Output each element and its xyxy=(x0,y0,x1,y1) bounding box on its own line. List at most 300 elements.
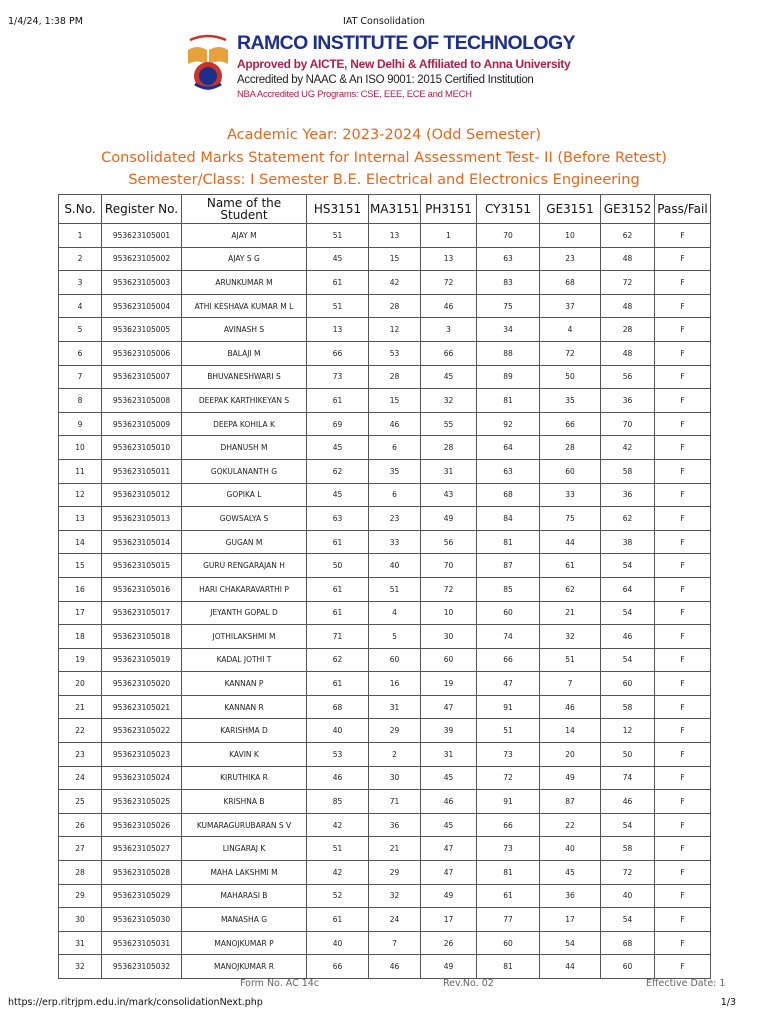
cell-ma3151: 12 xyxy=(369,318,421,342)
cell-hs3151: 66 xyxy=(307,955,369,979)
cell-ge3152: 40 xyxy=(601,884,655,908)
cell-sno: 13 xyxy=(59,507,102,531)
cell-ph3151: 43 xyxy=(421,483,477,507)
cell-ma3151: 7 xyxy=(369,931,421,955)
cell-sno: 20 xyxy=(59,672,102,696)
table-row xyxy=(59,884,711,908)
cell-ge3152: 74 xyxy=(601,766,655,790)
cell-ge3152: 42 xyxy=(601,436,655,460)
cell-pass-fail: F xyxy=(655,318,711,342)
cell-ma3151: 40 xyxy=(369,554,421,578)
cell-student-name: MANOJKUMAR P xyxy=(182,931,307,955)
cell-register-no: 953623105016 xyxy=(102,577,182,601)
cell-ge3151: 33 xyxy=(540,483,601,507)
cell-cy3151: 88 xyxy=(477,341,540,365)
cell-ph3151: 49 xyxy=(421,507,477,531)
cell-hs3151: 61 xyxy=(307,530,369,554)
cell-ma3151: 42 xyxy=(369,271,421,295)
cell-ph3151: 10 xyxy=(421,601,477,625)
cell-register-no: 953623105008 xyxy=(102,389,182,413)
page-url: https://erp.ritrjpm.edu.in/mark/consolidationNext.php xyxy=(8,997,263,1008)
cell-cy3151: 34 xyxy=(477,318,540,342)
table-row xyxy=(59,389,711,413)
table-row xyxy=(59,648,711,672)
cell-ge3151: 54 xyxy=(540,931,601,955)
column-header-ge3152: GE3152 xyxy=(601,195,655,224)
table-row xyxy=(59,577,711,601)
table-row xyxy=(59,813,711,837)
cell-ph3151: 17 xyxy=(421,908,477,932)
table-row xyxy=(59,483,711,507)
cell-ma3151: 16 xyxy=(369,672,421,696)
cell-student-name: KAVIN K xyxy=(182,743,307,767)
cell-ge3151: 45 xyxy=(540,861,601,885)
cell-register-no: 953623105004 xyxy=(102,294,182,318)
table-row xyxy=(59,743,711,767)
cell-ge3151: 7 xyxy=(540,672,601,696)
cell-ph3151: 31 xyxy=(421,459,477,483)
cell-ge3152: 58 xyxy=(601,695,655,719)
cell-ge3152: 48 xyxy=(601,294,655,318)
cell-ma3151: 46 xyxy=(369,955,421,979)
cell-pass-fail: F xyxy=(655,389,711,413)
cell-hs3151: 46 xyxy=(307,766,369,790)
cell-register-no: 953623105027 xyxy=(102,837,182,861)
cell-ma3151: 32 xyxy=(369,884,421,908)
cell-pass-fail: F xyxy=(655,813,711,837)
cell-ge3151: 35 xyxy=(540,389,601,413)
cell-ph3151: 49 xyxy=(421,884,477,908)
cell-ge3151: 22 xyxy=(540,813,601,837)
marks-table-header-row xyxy=(59,195,711,224)
cell-ge3151: 37 xyxy=(540,294,601,318)
cell-sno: 26 xyxy=(59,813,102,837)
cell-student-name: JEYANTH GOPAL D xyxy=(182,601,307,625)
cell-ge3151: 87 xyxy=(540,790,601,814)
cell-ge3152: 46 xyxy=(601,790,655,814)
cell-sno: 4 xyxy=(59,294,102,318)
cell-sno: 12 xyxy=(59,483,102,507)
cell-hs3151: 61 xyxy=(307,389,369,413)
cell-sno: 9 xyxy=(59,412,102,436)
cell-cy3151: 63 xyxy=(477,459,540,483)
cell-student-name: KARISHMA D xyxy=(182,719,307,743)
institution-name: RAMCO INSTITUTE OF TECHNOLOGY xyxy=(237,32,575,54)
column-header-ge3151: GE3151 xyxy=(540,195,601,224)
cell-hs3151: 45 xyxy=(307,436,369,460)
cell-ge3152: 72 xyxy=(601,271,655,295)
cell-ph3151: 72 xyxy=(421,577,477,601)
cell-register-no: 953623105010 xyxy=(102,436,182,460)
cell-register-no: 953623105012 xyxy=(102,483,182,507)
cell-hs3151: 61 xyxy=(307,577,369,601)
cell-sno: 2 xyxy=(59,247,102,271)
institution-logo-icon xyxy=(185,34,231,92)
cell-register-no: 953623105007 xyxy=(102,365,182,389)
cell-ma3151: 33 xyxy=(369,530,421,554)
cell-hs3151: 63 xyxy=(307,507,369,531)
cell-cy3151: 77 xyxy=(477,908,540,932)
cell-ge3151: 50 xyxy=(540,365,601,389)
cell-ge3152: 48 xyxy=(601,341,655,365)
marks-table-body xyxy=(59,224,711,979)
cell-student-name: DHANUSH M xyxy=(182,436,307,460)
cell-student-name: GOKULANANTH G xyxy=(182,459,307,483)
cell-ge3151: 61 xyxy=(540,554,601,578)
cell-ge3151: 21 xyxy=(540,601,601,625)
cell-pass-fail: F xyxy=(655,459,711,483)
cell-hs3151: 45 xyxy=(307,483,369,507)
cell-ge3151: 40 xyxy=(540,837,601,861)
cell-cy3151: 70 xyxy=(477,224,540,248)
cell-ph3151: 31 xyxy=(421,743,477,767)
cell-cy3151: 81 xyxy=(477,530,540,554)
cell-sno: 8 xyxy=(59,389,102,413)
cell-ge3151: 46 xyxy=(540,695,601,719)
cell-ph3151: 3 xyxy=(421,318,477,342)
cell-ma3151: 35 xyxy=(369,459,421,483)
form-footer xyxy=(0,978,768,992)
cell-register-no: 953623105019 xyxy=(102,648,182,672)
cell-cy3151: 89 xyxy=(477,365,540,389)
cell-pass-fail: F xyxy=(655,341,711,365)
cell-register-no: 953623105022 xyxy=(102,719,182,743)
cell-pass-fail: F xyxy=(655,861,711,885)
cell-register-no: 953623105005 xyxy=(102,318,182,342)
column-header-ma3151: MA3151 xyxy=(369,195,421,224)
table-row xyxy=(59,837,711,861)
cell-ge3151: 49 xyxy=(540,766,601,790)
cell-student-name: MANASHA G xyxy=(182,908,307,932)
cell-sno: 30 xyxy=(59,908,102,932)
cell-student-name: LINGARAJ K xyxy=(182,837,307,861)
cell-student-name: KRISHNA B xyxy=(182,790,307,814)
table-row xyxy=(59,790,711,814)
cell-register-no: 953623105011 xyxy=(102,459,182,483)
cell-cy3151: 47 xyxy=(477,672,540,696)
cell-ma3151: 6 xyxy=(369,436,421,460)
cell-register-no: 953623105029 xyxy=(102,884,182,908)
print-footer xyxy=(0,997,768,1011)
cell-pass-fail: F xyxy=(655,247,711,271)
cell-pass-fail: F xyxy=(655,224,711,248)
cell-ma3151: 29 xyxy=(369,719,421,743)
cell-register-no: 953623105032 xyxy=(102,955,182,979)
cell-ge3152: 54 xyxy=(601,601,655,625)
statement-heading: Consolidated Marks Statement for Internal Assessment Test- II (Before Retest) xyxy=(101,149,667,166)
cell-hs3151: 51 xyxy=(307,224,369,248)
cell-pass-fail: F xyxy=(655,271,711,295)
cell-hs3151: 52 xyxy=(307,884,369,908)
print-datetime: 1/4/24, 1:38 PM xyxy=(8,16,83,27)
cell-cy3151: 81 xyxy=(477,955,540,979)
cell-pass-fail: F xyxy=(655,365,711,389)
cell-ge3151: 23 xyxy=(540,247,601,271)
cell-register-no: 953623105031 xyxy=(102,931,182,955)
cell-cy3151: 73 xyxy=(477,837,540,861)
cell-ma3151: 6 xyxy=(369,483,421,507)
cell-register-no: 953623105006 xyxy=(102,341,182,365)
cell-ph3151: 66 xyxy=(421,341,477,365)
cell-ph3151: 56 xyxy=(421,530,477,554)
cell-ge3152: 70 xyxy=(601,412,655,436)
cell-ge3152: 68 xyxy=(601,931,655,955)
cell-sno: 1 xyxy=(59,224,102,248)
cell-cy3151: 91 xyxy=(477,695,540,719)
cell-register-no: 953623105020 xyxy=(102,672,182,696)
revision-number: Rev.No. 02 xyxy=(443,978,494,989)
cell-ge3152: 60 xyxy=(601,672,655,696)
cell-register-no: 953623105028 xyxy=(102,861,182,885)
cell-pass-fail: F xyxy=(655,743,711,767)
cell-student-name: BALAJI M xyxy=(182,341,307,365)
cell-pass-fail: F xyxy=(655,412,711,436)
cell-ma3151: 60 xyxy=(369,648,421,672)
cell-register-no: 953623105003 xyxy=(102,271,182,295)
cell-pass-fail: F xyxy=(655,719,711,743)
table-row xyxy=(59,625,711,649)
cell-ge3151: 17 xyxy=(540,908,601,932)
cell-pass-fail: F xyxy=(655,931,711,955)
cell-cy3151: 87 xyxy=(477,554,540,578)
cell-ge3152: 12 xyxy=(601,719,655,743)
cell-hs3151: 40 xyxy=(307,931,369,955)
cell-ph3151: 45 xyxy=(421,365,477,389)
table-row xyxy=(59,271,711,295)
cell-student-name: DEEPAK KARTHIKEYAN S xyxy=(182,389,307,413)
cell-ge3152: 54 xyxy=(601,813,655,837)
page-number: 1/3 xyxy=(720,997,736,1008)
column-header-register-no: Register No. xyxy=(102,195,182,224)
cell-hs3151: 51 xyxy=(307,294,369,318)
cell-sno: 6 xyxy=(59,341,102,365)
cell-sno: 28 xyxy=(59,861,102,885)
cell-register-no: 953623105024 xyxy=(102,766,182,790)
cell-register-no: 953623105013 xyxy=(102,507,182,531)
cell-ge3151: 28 xyxy=(540,436,601,460)
cell-ma3151: 28 xyxy=(369,294,421,318)
cell-pass-fail: F xyxy=(655,554,711,578)
column-header-pass-fail: Pass/Fail xyxy=(655,195,711,224)
cell-ma3151: 46 xyxy=(369,412,421,436)
cell-cy3151: 60 xyxy=(477,601,540,625)
table-row xyxy=(59,955,711,979)
cell-ma3151: 4 xyxy=(369,601,421,625)
cell-ph3151: 70 xyxy=(421,554,477,578)
cell-cy3151: 73 xyxy=(477,743,540,767)
cell-student-name: BHUVANESHWARI S xyxy=(182,365,307,389)
cell-pass-fail: F xyxy=(655,648,711,672)
cell-ma3151: 29 xyxy=(369,861,421,885)
cell-ph3151: 55 xyxy=(421,412,477,436)
cell-cy3151: 66 xyxy=(477,813,540,837)
cell-register-no: 953623105026 xyxy=(102,813,182,837)
cell-sno: 18 xyxy=(59,625,102,649)
cell-sno: 15 xyxy=(59,554,102,578)
cell-ge3152: 28 xyxy=(601,318,655,342)
cell-ph3151: 47 xyxy=(421,695,477,719)
cell-student-name: AJAY M xyxy=(182,224,307,248)
table-row xyxy=(59,365,711,389)
print-title: IAT Consolidation xyxy=(343,16,425,27)
cell-register-no: 953623105014 xyxy=(102,530,182,554)
effective-date: Effective Date: 1 xyxy=(646,978,726,989)
cell-ma3151: 51 xyxy=(369,577,421,601)
cell-student-name: AVINASH S xyxy=(182,318,307,342)
cell-ge3152: 64 xyxy=(601,577,655,601)
cell-pass-fail: F xyxy=(655,507,711,531)
cell-hs3151: 68 xyxy=(307,695,369,719)
cell-register-no: 953623105021 xyxy=(102,695,182,719)
class-heading: Semester/Class: I Semester B.E. Electrical and Electronics Engineering xyxy=(128,172,640,188)
table-row xyxy=(59,554,711,578)
cell-sno: 32 xyxy=(59,955,102,979)
table-row xyxy=(59,530,711,554)
cell-cy3151: 81 xyxy=(477,861,540,885)
cell-ge3152: 56 xyxy=(601,365,655,389)
cell-hs3151: 62 xyxy=(307,648,369,672)
cell-ge3152: 54 xyxy=(601,648,655,672)
table-row xyxy=(59,412,711,436)
cell-ge3152: 50 xyxy=(601,743,655,767)
table-row xyxy=(59,908,711,932)
cell-cy3151: 85 xyxy=(477,577,540,601)
cell-ph3151: 13 xyxy=(421,247,477,271)
print-header xyxy=(0,16,768,30)
cell-sno: 24 xyxy=(59,766,102,790)
cell-cy3151: 91 xyxy=(477,790,540,814)
cell-ph3151: 1 xyxy=(421,224,477,248)
cell-sno: 7 xyxy=(59,365,102,389)
cell-sno: 21 xyxy=(59,695,102,719)
cell-cy3151: 81 xyxy=(477,389,540,413)
cell-cy3151: 74 xyxy=(477,625,540,649)
table-row xyxy=(59,436,711,460)
cell-ph3151: 39 xyxy=(421,719,477,743)
cell-ma3151: 53 xyxy=(369,341,421,365)
cell-ge3151: 36 xyxy=(540,884,601,908)
cell-sno: 31 xyxy=(59,931,102,955)
table-row xyxy=(59,294,711,318)
cell-ma3151: 71 xyxy=(369,790,421,814)
cell-register-no: 953623105025 xyxy=(102,790,182,814)
cell-ge3152: 38 xyxy=(601,530,655,554)
cell-student-name: KANNAN R xyxy=(182,695,307,719)
cell-ge3151: 68 xyxy=(540,271,601,295)
institution-approval: Approved by AICTE, New Delhi & Affiliated to Anna University xyxy=(237,57,571,71)
cell-student-name: ATHI KESHAVA KUMAR M L xyxy=(182,294,307,318)
cell-register-no: 953623105015 xyxy=(102,554,182,578)
cell-sno: 3 xyxy=(59,271,102,295)
cell-hs3151: 50 xyxy=(307,554,369,578)
cell-cy3151: 51 xyxy=(477,719,540,743)
table-row xyxy=(59,507,711,531)
cell-ph3151: 26 xyxy=(421,931,477,955)
cell-cy3151: 61 xyxy=(477,884,540,908)
table-row xyxy=(59,719,711,743)
cell-pass-fail: F xyxy=(655,294,711,318)
cell-register-no: 953623105023 xyxy=(102,743,182,767)
cell-cy3151: 66 xyxy=(477,648,540,672)
cell-student-name: MANOJKUMAR R xyxy=(182,955,307,979)
cell-ma3151: 23 xyxy=(369,507,421,531)
cell-student-name: KANNAN P xyxy=(182,672,307,696)
cell-sno: 23 xyxy=(59,743,102,767)
cell-ph3151: 47 xyxy=(421,861,477,885)
cell-hs3151: 69 xyxy=(307,412,369,436)
cell-student-name: KIRUTHIKA R xyxy=(182,766,307,790)
cell-ph3151: 47 xyxy=(421,837,477,861)
cell-cy3151: 60 xyxy=(477,931,540,955)
cell-cy3151: 68 xyxy=(477,483,540,507)
cell-cy3151: 72 xyxy=(477,766,540,790)
cell-hs3151: 51 xyxy=(307,837,369,861)
cell-pass-fail: F xyxy=(655,955,711,979)
cell-ma3151: 30 xyxy=(369,766,421,790)
cell-hs3151: 61 xyxy=(307,908,369,932)
cell-pass-fail: F xyxy=(655,625,711,649)
cell-cy3151: 64 xyxy=(477,436,540,460)
cell-ge3151: 14 xyxy=(540,719,601,743)
cell-hs3151: 73 xyxy=(307,365,369,389)
column-header-student-name: Name of the Student xyxy=(182,195,307,224)
cell-cy3151: 83 xyxy=(477,271,540,295)
cell-hs3151: 53 xyxy=(307,743,369,767)
cell-pass-fail: F xyxy=(655,672,711,696)
cell-ge3151: 75 xyxy=(540,507,601,531)
cell-pass-fail: F xyxy=(655,601,711,625)
cell-ph3151: 45 xyxy=(421,813,477,837)
cell-ma3151: 24 xyxy=(369,908,421,932)
cell-ma3151: 28 xyxy=(369,365,421,389)
cell-student-name: MAHA LAKSHMI M xyxy=(182,861,307,885)
cell-sno: 5 xyxy=(59,318,102,342)
cell-hs3151: 85 xyxy=(307,790,369,814)
cell-hs3151: 42 xyxy=(307,861,369,885)
column-header-hs3151: HS3151 xyxy=(307,195,369,224)
cell-ph3151: 28 xyxy=(421,436,477,460)
institution-nba-programs: NBA Accredited UG Programs: CSE, EEE, ECE and MECH xyxy=(237,89,472,100)
cell-sno: 16 xyxy=(59,577,102,601)
cell-ge3152: 46 xyxy=(601,625,655,649)
cell-ma3151: 13 xyxy=(369,224,421,248)
cell-hs3151: 40 xyxy=(307,719,369,743)
cell-sno: 22 xyxy=(59,719,102,743)
cell-ge3151: 10 xyxy=(540,224,601,248)
cell-ma3151: 21 xyxy=(369,837,421,861)
cell-pass-fail: F xyxy=(655,695,711,719)
cell-register-no: 953623105030 xyxy=(102,908,182,932)
cell-sno: 11 xyxy=(59,459,102,483)
cell-student-name: JOTHILAKSHMI M xyxy=(182,625,307,649)
cell-pass-fail: F xyxy=(655,908,711,932)
cell-ge3152: 54 xyxy=(601,908,655,932)
cell-ge3152: 72 xyxy=(601,861,655,885)
cell-cy3151: 92 xyxy=(477,412,540,436)
cell-student-name: DEEPA KOHILA K xyxy=(182,412,307,436)
table-row xyxy=(59,931,711,955)
cell-sno: 27 xyxy=(59,837,102,861)
cell-hs3151: 61 xyxy=(307,672,369,696)
cell-ma3151: 2 xyxy=(369,743,421,767)
cell-pass-fail: F xyxy=(655,483,711,507)
cell-ge3151: 44 xyxy=(540,530,601,554)
cell-pass-fail: F xyxy=(655,884,711,908)
cell-student-name: KADAL JOTHI T xyxy=(182,648,307,672)
cell-sno: 25 xyxy=(59,790,102,814)
cell-sno: 19 xyxy=(59,648,102,672)
cell-ph3151: 49 xyxy=(421,955,477,979)
